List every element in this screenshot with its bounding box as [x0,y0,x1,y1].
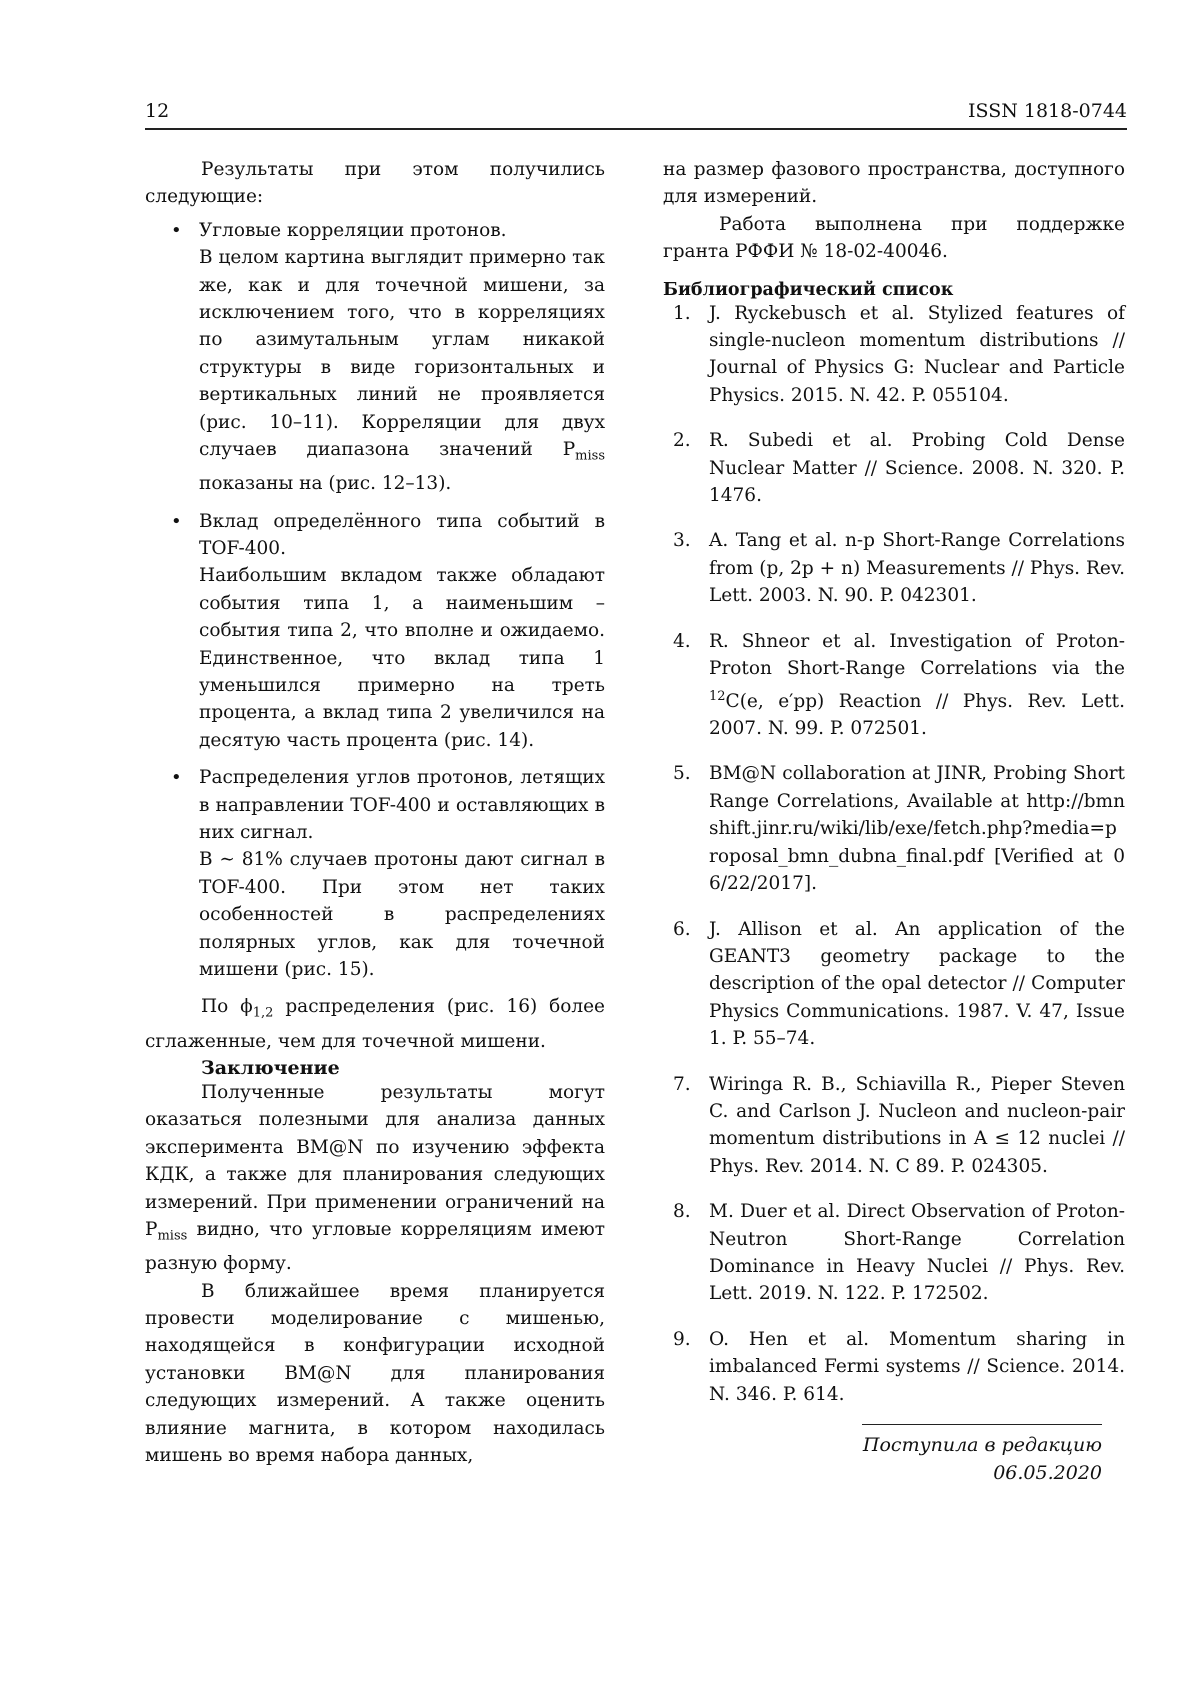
results-list [145,217,605,984]
reference-number: 8. [673,1201,691,1223]
reference-item [663,527,1125,609]
reference-text: M. Duer et al. Direct Observation of Proton-Neutron Short-Range Correlation Dominance in Heavy Nuclei // Phys. Rev. Lett. 2019. N. 122. P. 172502. [709,1201,1125,1305]
reference-item [663,1326,1125,1408]
reference-number: 7. [673,1073,691,1095]
reference-item [663,1071,1125,1181]
received-date: 06.05.2020 [993,1462,1102,1484]
received-label: Поступила в редакцию [862,1434,1102,1456]
page-header [145,96,1127,130]
conclusion-heading: Заключение [201,1056,340,1079]
issn-label: ISSN 1818-0744 [968,100,1127,122]
bullet-icon: • [171,510,182,532]
left-column [145,156,605,1469]
reference-item [663,760,1125,897]
reference-item [663,1198,1125,1308]
reference-text: O. Hen et al. Momentum sharing in imbalanced Fermi systems // Science. 2014. N. 346. P. 614. [709,1328,1125,1405]
continuation-paragraph: на размер фазового пространства, доступного для измерений. [663,159,1125,208]
reference-number: 4. [673,630,691,652]
phi-paragraph: По $\phi_{1,2}$ распределения (рис. 16) более сглаженные, чем для точечной мишени. [145,996,606,1052]
reference-item [663,300,1125,410]
received-note [862,1424,1102,1487]
reference-text: J. Allison et al. An application of the GEANT3 geometry package to the description of the opal detector // Computer Physics Communications. 1987. V. 47, Issue 1. P. 55–74. [709,918,1125,1050]
reference-number: 6. [673,918,691,940]
bullet-title: Вклад определённого типа событий в TOF-400. [199,510,605,559]
page-number: 12 [145,100,170,122]
bullet-text: В целом картина выглядит примерно так же, как и для точечной мишени, за исключением того, что в корреляциях по азимутальным углам никакой структуры в виде горизонтальных и вертикальных линий не проявляется (рис. 10–11). Корреляции для двух случаев диапазона значений $P_{miss}$ показаны на (рис. 12–13). [199,247,605,495]
reference-list [663,300,1125,1408]
reference-number: 5. [673,763,691,785]
bullet-icon: • [171,767,182,789]
reference-text: A. Tang et al. n-p Short-Range Correlations from (p, 2p + n) Measurements // Phys. Rev. Lett. 2003. N. 90. P. 042301. [709,530,1125,607]
bullet-text: В ∼ 81% случаев протоны дают сигнал в TOF-400. При этом нет таких особенностей в распределениях полярных углов, как для точечной мишени (рис. 15). [199,849,605,981]
reference-text: BM@N collaboration at JINR, Probing Short Range Correlations, Available at http://bmnshift.jinr.ru/wiki/lib/exe/fetch.php?media=proposal_bmn_dubna_final.pdf [Verified at 06/22/2017]. [709,763,1125,895]
reference-text: R. Subedi et al. Probing Cold Dense Nuclear Matter // Science. 2008. N. 320. P. 1476. [709,430,1125,507]
bullet-title: Угловые корреляции протонов. [199,219,507,241]
reference-text: R. Shneor et al. Investigation of Proton-Proton Short-Range Correlations via the $^{12}$C(e, e′pp) Reaction // Phys. Rev. Lett. 2007. N. 99. P. 072501. [709,630,1125,740]
intro-paragraph: Результаты при этом получились следующие: [145,159,605,208]
reference-number: 2. [673,430,691,452]
bullet-text: Наибольшим вкладом также обладают события типа 1, а наименьшим – события типа 2, что вполне и ожидаемо. Единственное, что вклад типа 1 уменьшился примерно на треть процента, а вклад типа 2 увеличился на десятую часть процента (рис. 14). [199,565,605,751]
conclusion-paragraph: В ближайшее время планируется провести моделирование с мишенью, находящейся в конфигурации исходной установки BM@N для планирования следующих измерений. А также оценить влияние магнита, в котором находилась мишень во время набора данных, [145,1280,605,1466]
list-item [145,764,605,983]
reference-text: Wiringa R. B., Schiavilla R., Pieper Steven C. and Carlson J. Nucleon and nucleon-pair momentum distributions in A ≤ 12 nuclei // Phys. Rev. 2014. N. C 89. P. 024305. [709,1073,1125,1177]
reference-number: 1. [673,302,691,324]
reference-number: 9. [673,1328,691,1350]
grant-paragraph: Работа выполнена при поддержке гранта РФФИ № 18-02-40046. [663,213,1125,263]
bullet-title: Распределения углов протонов, летящих в направлении TOF-400 и оставляющих в них сигнал. [199,767,605,844]
list-item [145,217,605,498]
reference-text: J. Ryckebusch et al. Stylized features of single-nucleon momentum distributions // Journal of Physics G: Nuclear and Particle Physics. 2015. N. 42. P. 055104. [709,302,1125,406]
bibliography-heading: Библиографический список [663,279,954,300]
right-column [663,156,1125,1426]
list-item [145,508,605,755]
reference-item [663,916,1125,1053]
conclusion-paragraph: Полученные результаты могут оказаться полезными для анализа данных эксперимента BM@N по изучению эффекта КДК, а также для планирования следующих измерений. При применении ограничений на $P_{miss}$ видно, что угловые корреляциям имеют разную форму. [145,1081,605,1275]
bullet-icon: • [171,219,182,241]
reference-item [663,628,1125,743]
reference-number: 3. [673,530,691,552]
reference-item [663,427,1125,509]
